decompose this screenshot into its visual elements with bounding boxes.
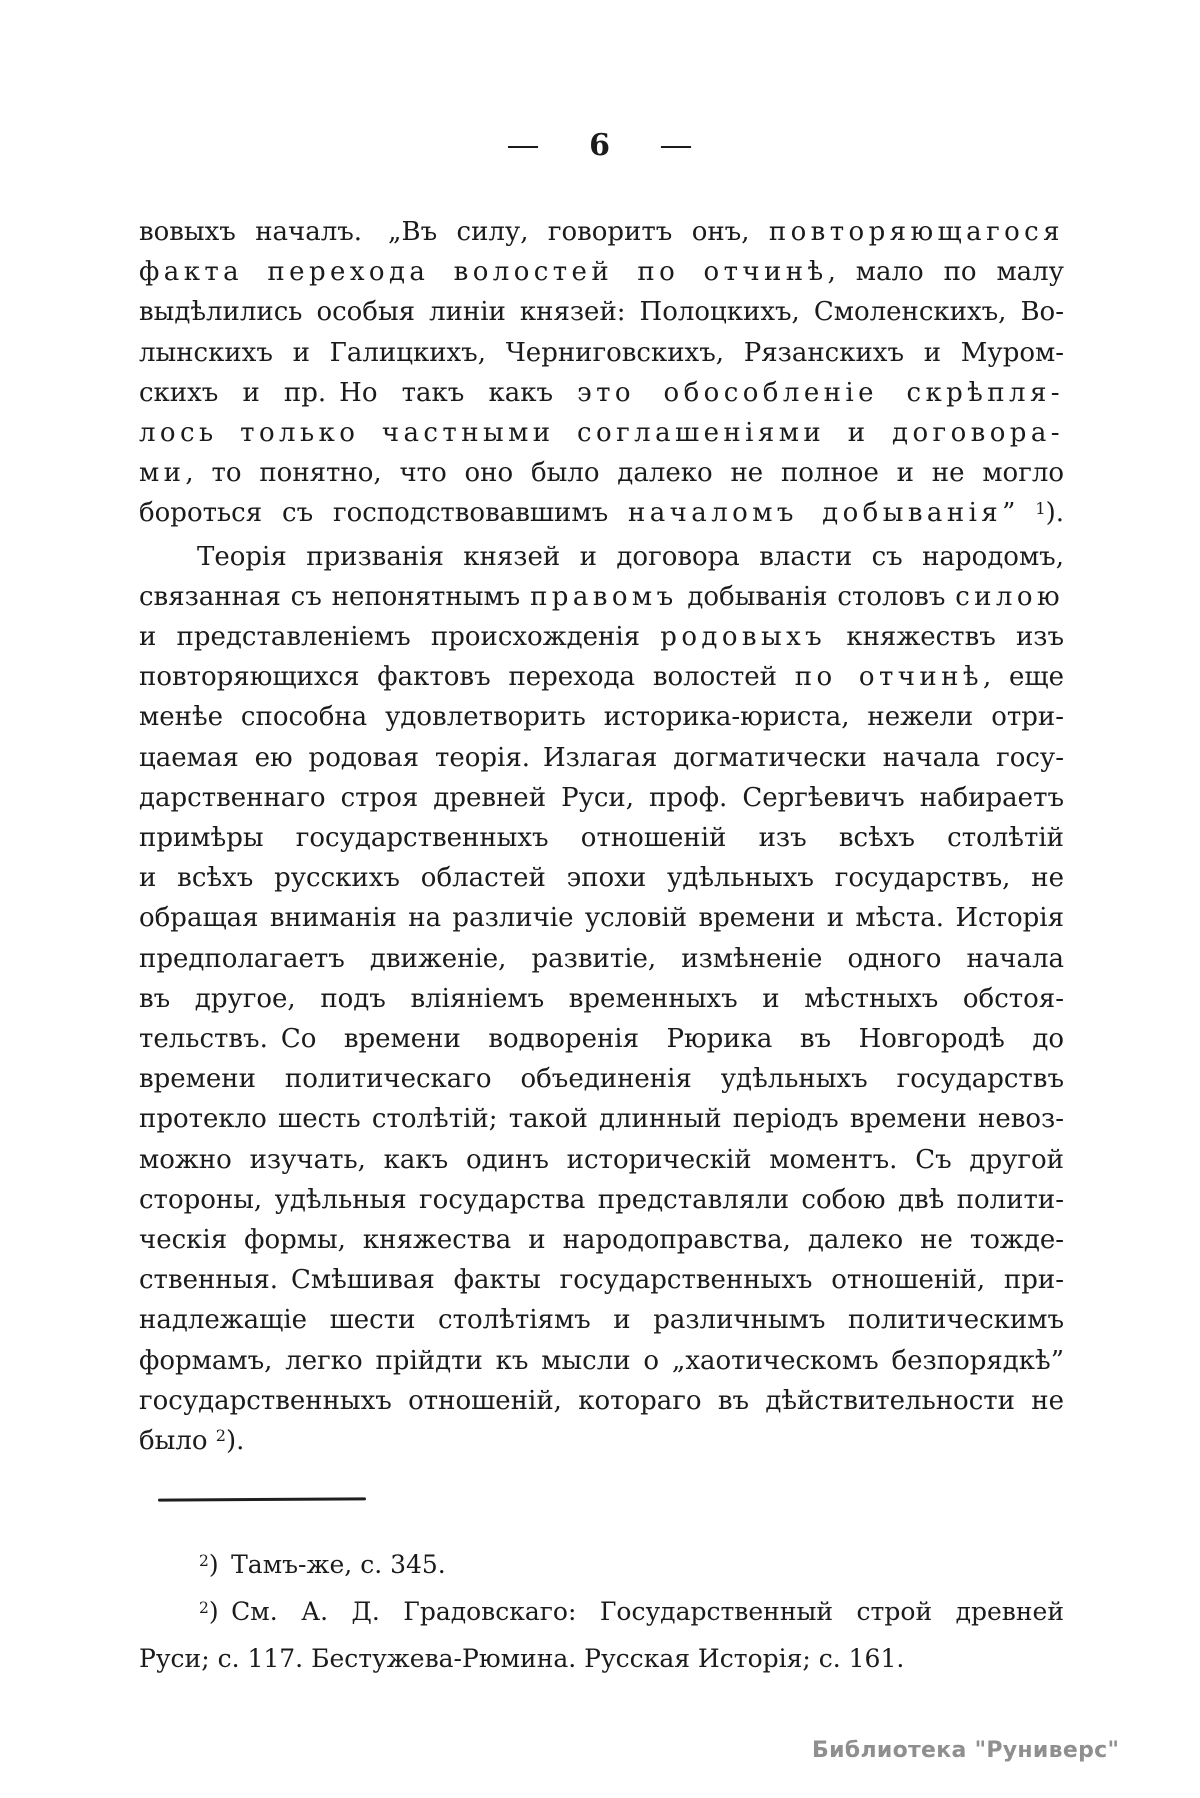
footnote-line: Руси; с. 117. Бестужева-Рюмина. Русская Исторія; с. 161. <box>139 1644 905 1673</box>
footnote-marker: 2 <box>199 1551 209 1570</box>
text-line: тельствъ. Со времени водворенія Рюрика въ Новгородѣ до <box>139 1024 1064 1055</box>
text-line: государственныхъ отношеній, котораго въ дѣйствительности не <box>139 1385 1064 1416</box>
page-header <box>0 128 1200 163</box>
text-line: времени политическаго объединенія удѣльныхъ государствъ <box>139 1064 1064 1095</box>
text-line: ческія формы, княжества и народоправства, далеко не тожде- <box>139 1225 1064 1256</box>
text-line: стороны, удѣльныя государства представляли собою двѣ полити- <box>139 1184 1064 1215</box>
text-line: менѣе способна удовлетворить историка-юриста, нежели отри- <box>139 702 1064 733</box>
footnotes <box>139 1543 1064 1680</box>
text-line: лынскихъ и Галицкихъ, Черниговскихъ, Рязанскихъ и Муром- <box>139 337 1064 368</box>
text-line: и всѣхъ русскихъ областей эпохи удѣльныхъ государствъ, не <box>139 863 1064 894</box>
footnote-marker: 2 <box>199 1598 209 1617</box>
text-line: дарственнаго строя древней Руси, проф. Сергѣевичъ набираетъ <box>139 782 1064 813</box>
text-line: повторяющихся фактовъ перехода волостей по отчинѣ, еще <box>139 662 1064 693</box>
footnote-separator <box>158 1497 366 1501</box>
text-line: лось только частными соглашеніями и договора- <box>139 418 1064 449</box>
text-line: обращая вниманія на различіе условій времени и мѣста. Исторія <box>139 903 1064 934</box>
text-line: ственныя. Смѣшивая факты государственныхъ отношеній, при- <box>139 1265 1064 1296</box>
header-dash-left: — <box>506 128 541 163</box>
text-line: въ другое, подъ вліяніемъ временныхъ и мѣстныхъ обстоя- <box>139 983 1064 1014</box>
text-line: протекло шесть столѣтій; такой длинный періодъ времени невоз- <box>139 1104 1064 1135</box>
text-line: факта перехода волостей по отчинѣ, мало по малу <box>139 257 1064 288</box>
footnote-marker: 2 <box>215 1426 227 1446</box>
text-line: было $^2$). <box>139 1426 245 1457</box>
text-line: можно изучать, какъ одинъ историческій моментъ. Съ другой <box>139 1144 1064 1175</box>
footnote-marker: 1 <box>1035 498 1046 518</box>
text-line: скихъ и пр. Но такъ какъ это обособленіе скрѣпля- <box>139 377 1064 408</box>
text-line: примѣры государственныхъ отношеній изъ всѣхъ столѣтій <box>139 823 1064 854</box>
text-line: ми, то понятно, что оно было далеко не полное и не могло <box>139 458 1064 489</box>
text-line: надлежащіе шести столѣтіямъ и различнымъ политическимъ <box>139 1305 1064 1336</box>
text-line: бороться съ господствовавшимъ началомъ добыванія” $^1$). <box>139 498 1064 529</box>
text-line: цаемая ею родовая теорія. Излагая догматически начала госу- <box>139 742 1064 773</box>
text-line: вовыхъ началъ. „Въ силу, говоритъ онъ, повторяющагося <box>139 217 1064 247</box>
text-line: формамъ, легко прійдти къ мысли о „хаотическомъ безпорядкѣ” <box>139 1345 1064 1376</box>
footnote-line: $^2$) Тамъ-же, с. 345. <box>199 1550 446 1579</box>
body-text <box>139 212 1064 1464</box>
footnote-line: $^2$) См. А. Д. Градовскаго: Государственный строй древней <box>199 1597 1064 1626</box>
text-line: связанная съ непонятнымъ правомъ добыванія столовъ силою <box>139 581 1064 612</box>
watermark: Библиотека "Руниверс" <box>812 1738 1120 1763</box>
text-line: и представленіемъ происхожденія родовыхъ княжествъ изъ <box>139 622 1065 653</box>
text-line: предполагаетъ движеніе, развитіе, измѣненіе одного начала <box>139 943 1064 974</box>
text-line: Теорія призванія князей и договора власти съ народомъ, <box>197 541 1064 572</box>
header-dash-right: — <box>659 128 694 163</box>
text-line: выдѣлились особыя линіи князей: Полоцкихъ, Смоленскихъ, Во- <box>139 297 1064 328</box>
page-number: 6 <box>589 128 611 163</box>
